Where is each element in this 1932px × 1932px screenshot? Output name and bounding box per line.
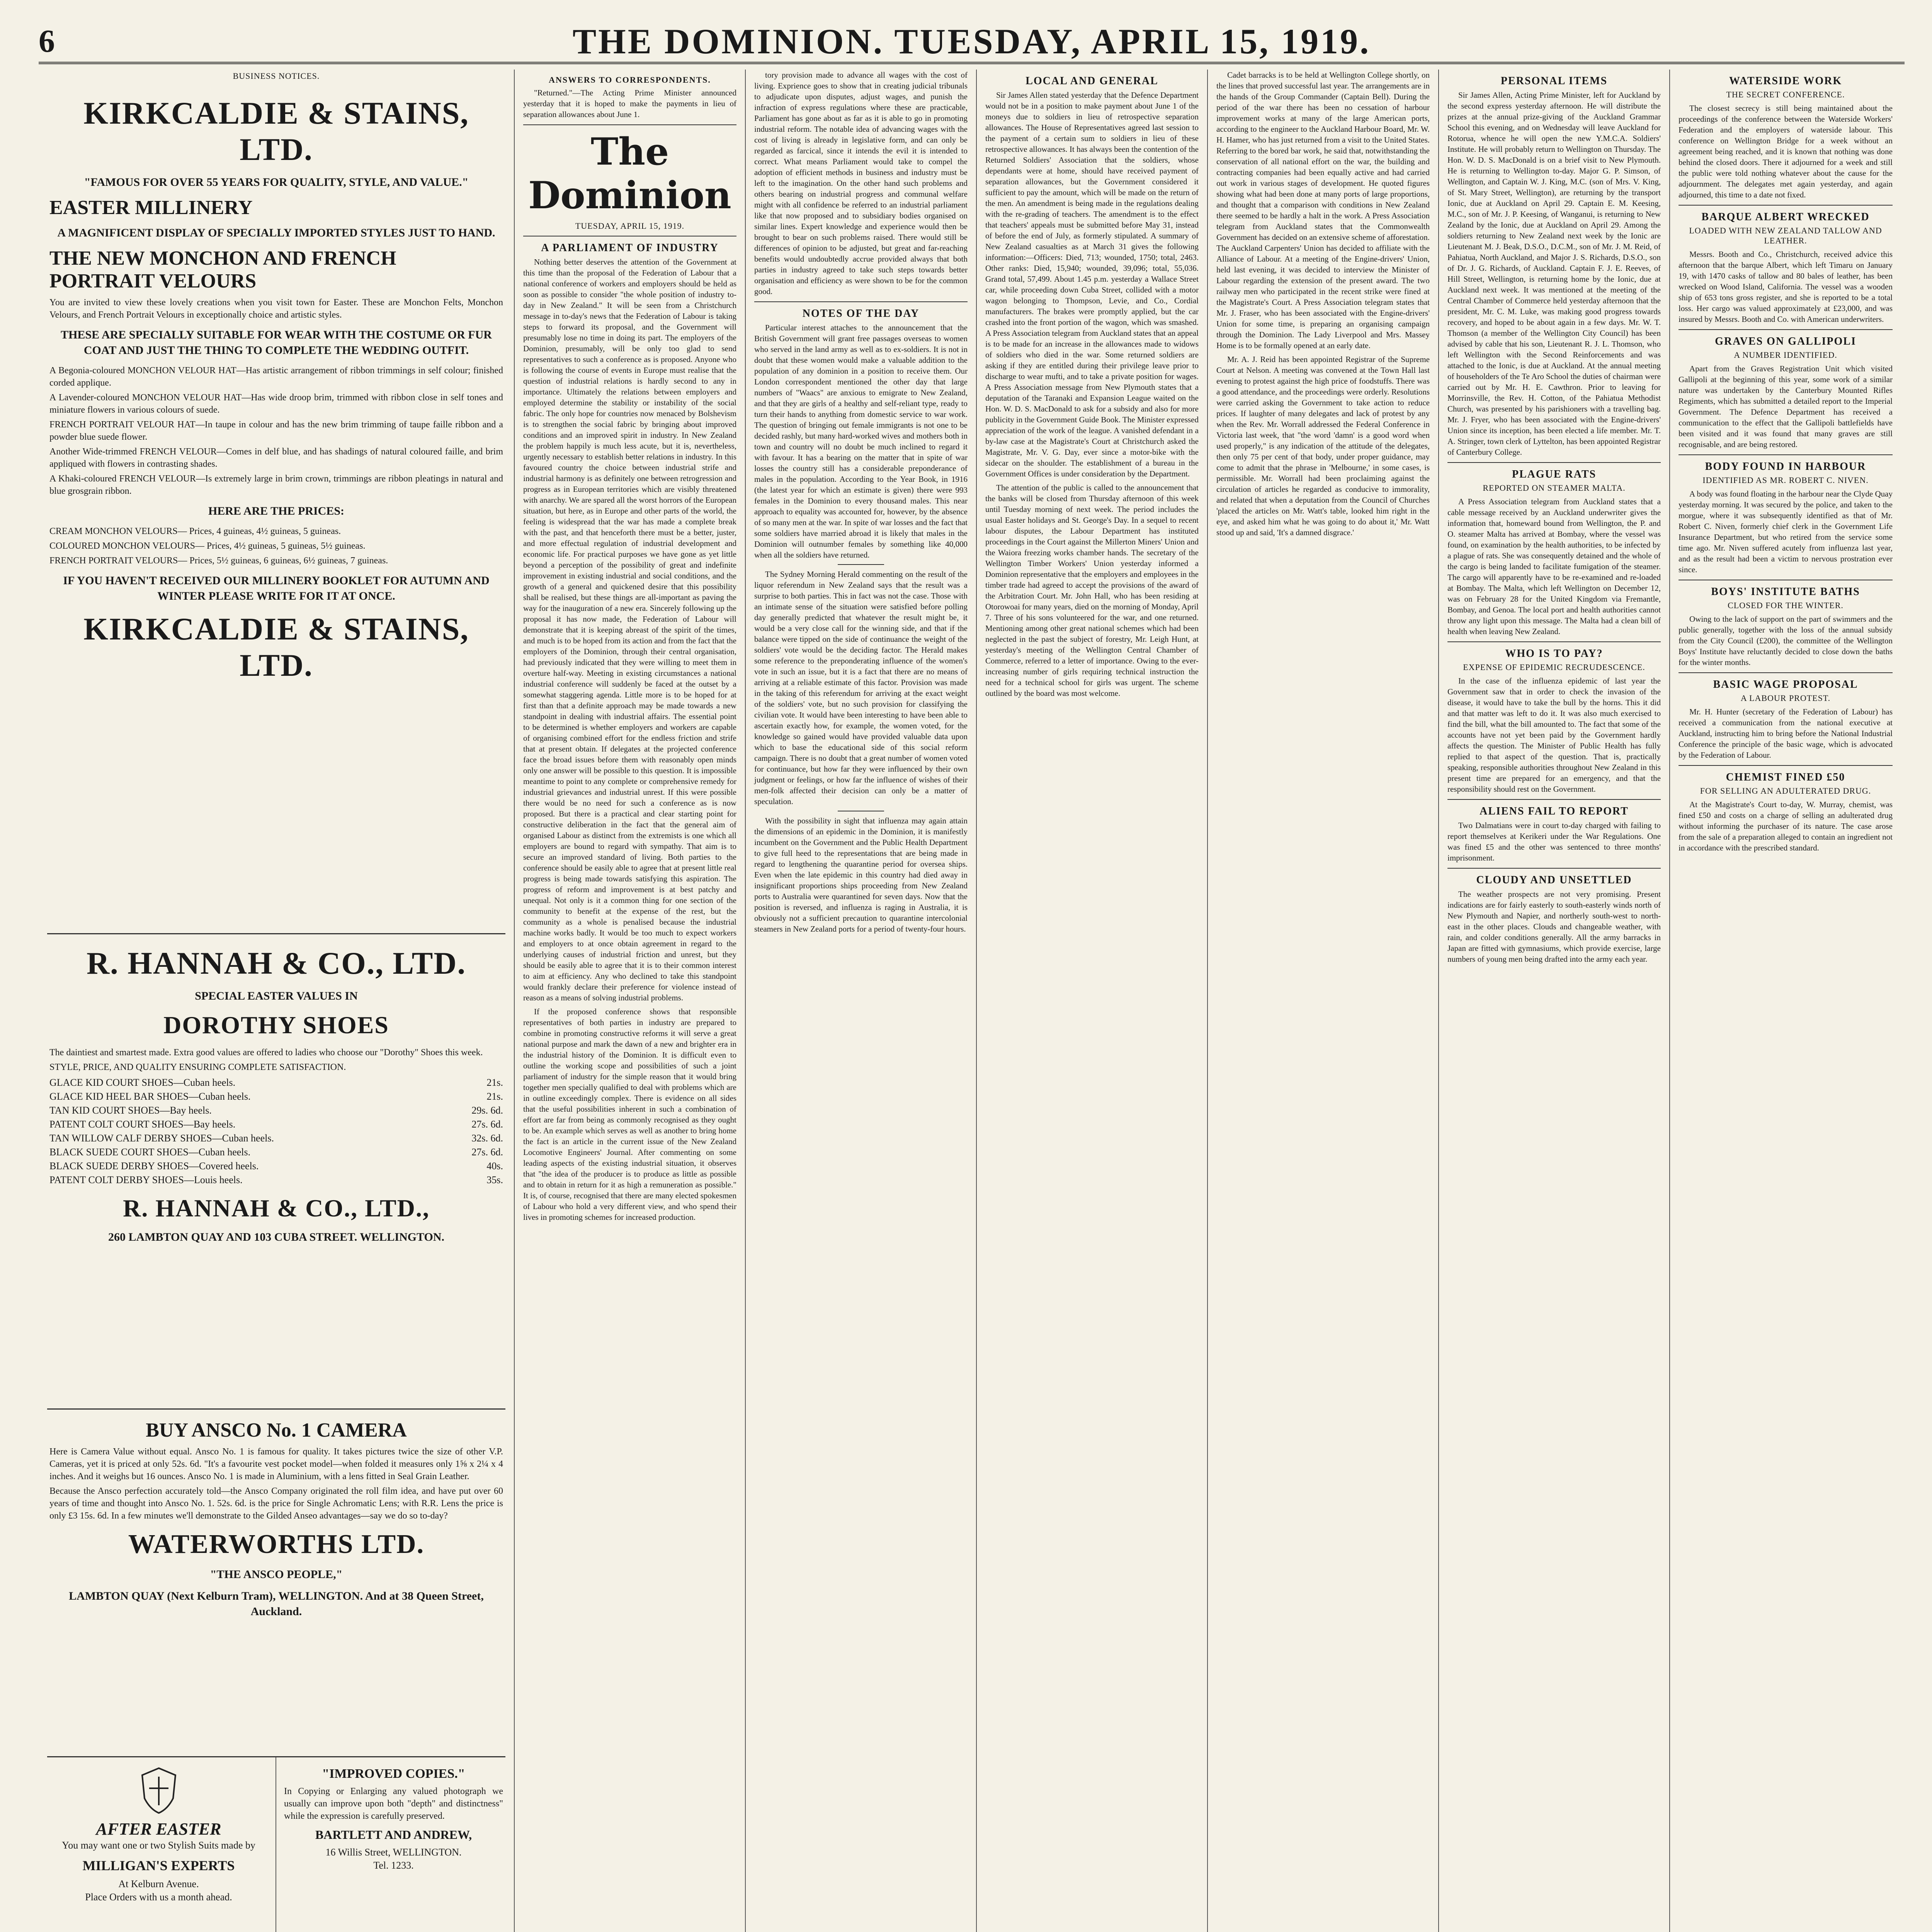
personal-column bbox=[1439, 70, 1670, 1932]
hat-item: A Khaki-coloured FRENCH VELOUR—Is extremely large in brim crown, trimmings are ribbon pleatings in natural and blue grosgrain ribbon. bbox=[49, 474, 503, 496]
hat-item: A Lavender-coloured MONCHON VELOUR HAT—Has wide droop brim, trimmed with ribbon close in self tones and miniature flowers in various colours of suede. bbox=[49, 393, 503, 415]
basic-wage-text: Mr. H. Hunter (secretary of the Federation of Labour) has received a communication from the national executive at Auckland, instructing him to bring before the National Industrial Conference the principle of the basic wage, which is advocated by the Federation of Labour. bbox=[1679, 707, 1893, 760]
aliens-text: Two Dalmatians were in court to-day charged with failing to report themselves at Kerikeri under the War Regulations. One was fined £5 and the other was sentenced to three months' imprisonment. bbox=[1447, 821, 1661, 862]
after-easter-heading: AFTER EASTER bbox=[96, 1820, 221, 1838]
editorial-heading: A PARLIAMENT OF INDUSTRY bbox=[541, 242, 719, 254]
local-general-text: Sir James Allen stated yesterday that the Defence Department would not be in a position to make payment about June 1 of the moneys due to soldiers in lieu of retrospective separation allowances. The House of Representatives agreed last session to the payment of a certain sum to soldiers in lieu of these retrospective allowances. It has always been the contention of the Returned Soldiers' Association that the soldiers, whose dependants were at home, should have received payment of separation allowances, but the Government considered it sufficient to pay the amount, which will be made on the return of the men. An amendment is being made in the regulations dealing with the re-grading of teachers. The amendment is to the effect that teachers' appeals must be submitted before May 31, instead of before the end of July, as formerly stipulated. A summary of New Zealand casualties as at March 31 gives the following information:—Officers: Died, 713; wounded, 1750; total, 2463. Other ranks: Died, 15,940; wounded, 39,096; total, 55,036. Grand total, 57,499. About 1.45 p.m. yesterday a Wallace Street car, while proceeding down Cuba Street, collided with a motor wagon belonging to Thompson, Levie, and Co., Cordial manufacturers. The brakes were promptly applied, but the car crashed into the front portion of the wagon, which was smashed. A Press Association telegram from Auckland states that an appeal is to be made for an increase in the allowances made to widows of soldiers who died in the war. Some returned soldiers are asking if they are entitled during their privilege leave prior to discharge to wear mufti, and to take a private position for wages. A Press Association message from New Plymouth states that a deputation of the Taranaki and Expansion League waited on the Hon. W. D. S. MacDonald to ask for a subsidy and also for more publicity in the Government Guide Book. The Minister expressed appreciation of the work of the league. A vanished defendant in a by-law case at the Magistrate's Court at Christchurch asked the Magistrate, Mr. V. G. Day, ever since a motor-bike with the sidecar on the shoulder. The establishment of a bureau in the Government Offices is under consideration by the Department. bbox=[985, 90, 1199, 478]
ansco-text: Because the Ansco perfection accurately told—the Ansco Company originated the roll film idea, and have put over 60 years of time and thought into Ansco No. 1. 52s. 6d. is the price for Single Achromatic Lens; with R.R. Lens the price is only £3 15s. 6d. In a few minutes we'll demonstrate to the Gilded Anseo advantages—say we do so to-day? bbox=[49, 1486, 503, 1521]
divider bbox=[523, 124, 736, 125]
hat-item: A Begonia-coloured MONCHON VELOUR HAT—Has artistic arrangement of ribbon trimmings in self colour; finished corded applique. bbox=[49, 366, 503, 388]
divider bbox=[1679, 329, 1893, 330]
millinery-intro: A MAGNIFICENT DISPLAY OF SPECIALLY IMPORTED STYLES JUST TO HAND. bbox=[57, 226, 495, 239]
body-found-sub: IDENTIFIED AS MR. ROBERT C. NIVEN. bbox=[1702, 475, 1869, 485]
who-pays-text: In the case of the influenza epidemic of last year the Government saw that in order to check the invasion of the disease, it would have to take the bull by the horns. This it did and that matter was left to do it. It was also much exercised to find the bill, what the bill amounted to. The fact that some of the accounts have not yet been paid by the Government hardly affects the question. The Minister of Public Health has fully replied to that aspect of the question. That is, practically speaking, responsible authorities throughout New Zealand in this present time are prepared for an emergency, and that the responsibility should rest on the Government. bbox=[1447, 676, 1661, 794]
prices-label: HERE ARE THE PRICES: bbox=[208, 505, 345, 517]
bartlett-tel: Tel. 1233. bbox=[373, 1860, 414, 1871]
news-text: Mr. A. J. Reid has been appointed Registrar of the Supreme Court at Nelson. A meeting was convened at the Town Hall last evening to protest against the high price of foodstuffs. There was a good attendance, and the proceedings were orderly. Resolutions were carried asking the Government to take action to reduce prices. If laughter of many delegates and lack of protest by any when the Rev. Mr. Worrall addressed the Federal Conference in Victoria last week, that "the word 'damn' is a good word when used properly," is any indication of the attitude of the delegates, then only 75 per cent of that body, under proper guidance, may come to admit that the phrase in 'Melbourne,' in some cases, is permissible. Mr. Worrall had been proclaiming against the circulation of articles he regarded as conducive to immorality, and related that when a deputation from the Council of Churches 'placed the articles on Mr. Watt's table, looked him right in the eye, and asked him what he was going to do about it,' Mr. Watt stood up and said, 'It's a damned disgrace.' bbox=[1216, 355, 1430, 537]
waterworths-tagline: "THE ANSCO PEOPLE," bbox=[210, 1568, 343, 1581]
editorial-continued: tory provision made to advance all wages with the cost of living. Exprience goes to show that in creating judicial tribunals to adjudicate upon disputes, adjust wages, and punish the infraction of express regulations where these are practicable, Parliament has gone about as far as it is able to go in promoting industrial reform. The notable idea of advancing wages with the cost of living is already in legislative form, and can only be regarded as farcical, since it intends the evil it is intended to correct. What means Parliament would take to compel the adoption of efficient methods in business and industry must be left to the imagination. On the other hand such problems and others bearing on industrial progress and communal welfare might with all confidence be referred to an industrial parliament like that now proposed and to subsidiary bodies organised on similar lines. Expert knowledge and experience would then be brought to bear on such problems raised. There would still be differences of opinion to be adjusted, but great and far-reaching benefits would undoubtedly accrue provided always that both parties in industry agreed to take such steps towards better organisation and efficiency as were shown to be for the common good. bbox=[754, 70, 968, 296]
editorial-text: Nothing better deserves the attention of the Government at this time than the proposal of the Federation of Labour that a national conference of workers and employers should be held as soon as possible to consider "the whole position of industry to-day in New Zealand." It will be seen from a Christchurch message in to-day's news that the Federation of Labour is taking steps to forward its proposal, and the Government will presumably lose no time in doing its part. The employers of the Dominion, presumably, will be only too glad to send representatives to such a conference as is proposed. Anyone who is following the course of events in Europe must realise that the question of industrial relations is hardly second to any in importance. Ultimately the relations between employers and employed determine the stability or instability of the social fabric. The only hope for countries now menaced by Bolshevism is to strengthen the social fabric by bringing about improved conditions and an improved spirit in industry. In New Zealand the problem happily is much less acute, but it is, nevertheless, urgently necessary to establish better relations in industry. In this favoured country the choice between industrial strife and industrial harmony is as definitely one between retrogression and progress as in European territories which are visibly threatened with anarchy. We are spared all the worst horrors of the European situation, but here, as in Europe and other parts of the world, the feeling is widespread that the war has made a complete break with the past, and that henceforth there must be a better, juster, and more effectual regulation of industrial development and economic life. For practical purposes we have gone as yet little beyond a perception of the possibility of great and indefinite improvement in existing industrial and social conditions, and the growth of a general and quickened desire that this possibility shall be realised, but these things are all-important as paving the way for the inauguration of a new era. Sincerely following up the proposal it has now made, the Federation of Labour will demonstrate that it is keeping abreast of the spirit of the times, and much is to be hoped from its action and from the fact that the employers of the Dominion, through their central organisation, had previously indicated that they were willing to meet them in overture half-way. Meeting in existing circumstances a national industrial conference will suddenly be faced at the outset by a somewhat staggering agenda. Little more is to be hoped for at first than that a definite approach may be made towards a new standpoint in dealing with industrial affairs. The essential point to be determined is whether employers and workers are capable of organising combined effort for the endless friction and strife that at present obtain. If delegates at the projected conference face the broad issues before them with reasonably open minds only one answer will be possible to this question. It is impossible meantime to point to any complete or comprehensive remedy for industrial grievances and industrial unrest. If this were possible there would be no need for such a conference as is now proposed. But there is a practical and clear starting point for constructive deliberation in the fact that the general aim of organised Labour as distinct from the extremists is one which all employers are bound to regard with sympathy. That aim is to secure an improved standard of living. Both parties to the conference should be easily able to agree that at present little real progress is being made towards satisfying this aspiration. The progress of reform and improvement is at best patchy and unequal. Not only is it a common thing for one section of the community to benefit at the expense of the rest, but the community as a whole is penalised because the industrial machine works badly. It would be too much to expect workers and employers to at once obtain agreement in regard to the underlying causes of industrial friction and unrest, but they should be easily able to agree that it is to their common interest to aim at efficiency. Any who declined to take this standpoint would frankly declare their preference for violence instead of reason as a means of solving industrial problems. bbox=[523, 257, 736, 1002]
news-text: Cadet barracks is to be held at Wellington College shortly, on the lines that proved successful last year. The arrangements are in the hands of the Group Commander (Captain Bell). During the period of the war there has been no cessation of harbour improvement works at many of the large American ports, according to the engineer to the Auckland Harbour Board, Mr. W. H. Hamer, who has just returned from a visit to the United States. Referring to the bored bar work, he said that, notwithstanding the conservation of all national effort on the war, the building and contracting companies had been equally active and had carried out work in various stages of development. He quoted figures showing what had been done at many ports of large proportions, and thought that a comparison with conditions in New Zealand there seemed to be hardly a halt in the work. A Press Association telegram from Auckland states that the Commonwealth Government has decided on an extensive scheme of afforestation. The Auckland Carpenters' Union has decided to affiliate with the Alliance of Labour. At a meeting of the Engine-drivers' Union, held last evening, it was decided to interview the Minister of Labour regarding the extension of the present award. The two railway men who participated in the recent strike were fined at the Magistrate's Court. A Press Association telegram states that Mr. J. Fraser, who has been associated with the Engine-drivers' Union for some time, is preparing an organising campaign through the Dominion. The Lady Liverpool and Mrs. Massey Home is to be formally opened at an early date. bbox=[1216, 70, 1430, 350]
answers-heading: ANSWERS TO CORRESPONDENTS. bbox=[549, 75, 711, 85]
shoe-item: GLACE KID HEEL BAR SHOES—Cuban heels. 21s. bbox=[49, 1091, 503, 1102]
notes-text: With the possibility in sight that influenza may again attain the dimensions of an epidemic in the Dominion, it is manifestly incumbent on the Government and the Public Health Department to give full heed to the representations that are being made in regard to lengthening the quarantine period for oversea ships. Even when the late epidemic in this country had died away in insignificant proportions ships proceeding from New Zealand ports to Australia were quarantined for seven days. Now that the position is reversed, and influenza is raging in Australia, it is obviously not a sufficient precaution to quarantine intercolonial steamers in New Zealand ports for a period of twenty-four hours. bbox=[754, 816, 968, 934]
divider bbox=[1447, 799, 1661, 800]
news-column bbox=[1208, 70, 1439, 1932]
plague-heading: PLAGUE RATS bbox=[1512, 468, 1597, 480]
hannah-address: 260 LAMBTON QUAY AND 103 CUBA STREET. WELLINGTON. bbox=[108, 1231, 444, 1243]
local-general-heading: LOCAL AND GENERAL bbox=[1026, 75, 1158, 87]
personal-text: Sir James Allen, Acting Prime Minister, left for Auckland by the second express yesterday afternoon. He will distribute the prizes at the annual prize-giving of the Auckland Grammar School this evening, and on Wednesday will leave Auckland for Rotorua, whence he will open the new Y.M.C.A. Soldiers' Institute. He will probably return to Wellington on Thursday. The Hon. W. D. S. MacDonald is on a brief visit to New Plymouth. He is returning to Wellington to-day. Major G. P. Simson, of Wellington, and Captain W. J. King, M.C. (son of Mrs. V. King, of St. Mary Street, Wellington), are returning by the transport Ionic, due at Auckland on April 29. Captain E. M. Keesing, M.C., son of Mr. J. P. Keesing, of Wanganui, is returning to New Zealand by the Ionic, due at Auckland on April 29. Among the soldiers returning to New Zealand next week by the Ionic are Lieutenant M. J. Beak, D.S.O., D.C.M., son of Mr. J. M. Reid, of Pahiatua, North Auckland, and Major J. S. Richards, D.S.O., son of Dr. J. G. Richards, of Auckland. Captain F. J. E. Reeves, of Hill Street, Wellington, is returning home by the Ionic, due at Auckland next week. It was mentioned at the meeting of the Central Chamber of Commerce held yesterday afternoon that the president, Mr. C. M. Luke, was making good progress towards recovery, and hoped to be about again in a few days. Mr. W. T. Thomson (a member of the Wellington City Council) has been advised by cable that his son, Lieutenant R. J. L. Thomson, who left Wellington with the Second Reinforcements and was attached to the Ionic, is due at Auckland. At the annual meeting of householders of the Te Aro School the duties of chairman were carried out by Mr. H. E. Cawthron. Prior to leaving for Morrinsville, the Rev. H. Cotton, of the Pahiatua Methodist Church, was presented by his parishioners with a travelling bag. Mr. J. Fryer, who has been associated with the Engine-drivers' Union since its inception, has been elected a life member. Mr. T. A. Stringer, town clerk of Lyttelton, has been appointed Registrar of Canterbury College. bbox=[1447, 90, 1661, 457]
bartlett-name: BARTLETT AND ANDREW, bbox=[315, 1828, 472, 1842]
shoe-item: TAN KID COURT SHOES—Bay heels. 29s. 6d. bbox=[49, 1105, 503, 1116]
small-adverts-left bbox=[47, 1757, 276, 1932]
editorial-dateline: TUESDAY, APRIL 15, 1919. bbox=[575, 221, 685, 231]
divider bbox=[1679, 454, 1893, 455]
booklet-notice: IF YOU HAVEN'T RECEIVED OUR MILLINERY BOOKLET FOR AUTUMN AND WINTER PLEASE WRITE FOR IT AT ONCE. bbox=[63, 574, 490, 602]
who-pays-heading: WHO IS TO PAY? bbox=[1505, 648, 1603, 660]
editorial-column bbox=[515, 70, 746, 1932]
kirkcaldie-advert bbox=[47, 84, 505, 934]
cloudy-heading: CLOUDY AND UNSETTLED bbox=[1476, 874, 1632, 886]
basic-wage-sub: A LABOUR PROTEST. bbox=[1740, 693, 1831, 703]
hat-item: Another Wide-trimmed FRENCH VELOUR—Comes in delf blue, and has shadings of natural coloured faille, and brim appliqued with flowers in contrasting shades. bbox=[49, 447, 503, 469]
body-found-heading: BODY FOUND IN HARBOUR bbox=[1705, 461, 1866, 473]
editorial-text: If the proposed conference shows that responsible representatives of both parties in industry are prepared to combine in promoting constructive reforms it will serve a great national purpose and mark the dawn of a new and brighter era in the industrial history of the Dominion. It is difficult even to outline the working scope and possibilities of such a joint parliament of industry for the simple reason that it would bring together men specially qualified to deal with problems which are in outline exceedingly complex. There is evidence on all sides that the useful possibilities inherent in such a combination of effort are far from being as commonly recognised as they ought to be. An example which serves as well as another to bring home the fact is an article in the current issue of the New Zealand Locomotive Engineers' Journal. After commenting on some leading aspects of the existing industrial situation, it observes that "the idea of the producer is to produce as little as possible and to obtain in return for it as high a remuneration as possible." It is, of course, recognised that there are many elected spokesmen of Labour who hold a very different view, and who spend their lives in promoting schemes for increased production. bbox=[523, 1007, 736, 1222]
shoe-item: BLACK SUEDE COURT SHOES—Cuban heels. 27s. 6d. bbox=[49, 1146, 503, 1158]
divider bbox=[1679, 672, 1893, 673]
barque-sub: LOADED WITH NEW ZEALAND TALLOW AND LEATHER. bbox=[1689, 226, 1882, 245]
columns bbox=[39, 70, 1905, 1932]
millinery-heading: EASTER MILLINERY bbox=[49, 197, 253, 219]
business-notices-label: BUSINESS NOTICES. bbox=[233, 71, 320, 81]
notes-heading: NOTES OF THE DAY bbox=[802, 308, 920, 320]
velours-heading: THE NEW MONCHON AND FRENCH PORTRAIT VELOURS bbox=[49, 247, 396, 292]
shoe-item: GLACE KID COURT SHOES—Cuban heels. 21s. bbox=[49, 1077, 503, 1088]
price-item: FRENCH PORTRAIT VELOURS— Prices, 5½ guineas, 6 guineas, 6½ guineas, 7 guineas. bbox=[49, 556, 388, 566]
divider bbox=[838, 564, 884, 565]
chemist-heading: CHEMIST FINED £50 bbox=[1726, 771, 1845, 783]
milligan-note: Place Orders with us a month ahead. bbox=[85, 1891, 232, 1903]
dominion-nameplate: The Dominion bbox=[528, 130, 731, 217]
ansco-text: Here is Camera Value without equal. Ansco No. 1 is famous for quality. It takes pictures twice the size of other V.P. Cameras, yet it is priced at only 52s. 6d. "It's a favourite vest pocket model—when folded it measures only 1⅝ x 2¼ x 4 inches. And it weighs but 16 ounces. Ansco No. 1 is made in Aluminium, with a lens fitted in Seal Grain Leather. bbox=[49, 1447, 503, 1481]
masthead bbox=[39, 19, 1905, 64]
dorothy-shoes-heading: DOROTHY SHOES bbox=[163, 1011, 389, 1039]
hat-item: FRENCH PORTRAIT VELOUR HAT—In taupe in colour and has the new brim trimming of taupe faille ribbon and a powder blue suede flower. bbox=[49, 420, 503, 442]
local-general-text: The attention of the public is called to the announcement that the banks will be closed from Thursday afternoon of this week until Tuesday morning of next week. The period includes the usual Easter holidays and St. George's Day. In a sequel to recent labour disputes, the Labour Department has instituted proceedings in the Court against the Millerton Miners' Union and the Waiora freezing works chamber hands. The secretary of the Wellington Timber Workers' Union yesterday informed a Dominion representative that the employers and employees in the timber trade had agreed to accept the provisions of the award of the Arbitration Court. Mr. John Hall, who has been residing at Otorowoai for many years, died on the morning of Monday, April 7. Three of his sons volunteered for the war, and one returned. Mentioning among other great national schemes which had been neglected in the past the subject of forestry, Mr. Leigh Hunt, at yesterday's meeting of the Wellington Central Chamber of Commerce, referred to a letter of importance. Owing to the ever-increasing number of girls requiring technical instruction the need for a technical school for girls was urgent. The scheme outlined by the board was most welcome. bbox=[985, 483, 1199, 698]
notes-text: Particular interest attaches to the announcement that the British Government will grant free passages overseas to women who served in the land army as well as to ex-soldiers. It is not in doubt that these women would make a valuable addition to the population of any dominion in a position to receive them. Our London correspondent mentioned the other day that large numbers of "Waacs" are anxious to emigrate to New Zealand, and that they are girls of a healthy and self-reliant type, ready to turn their hands to anything from domestic service to war work. The question of bringing out female immigrants is not one to be decided rashly, but many hard-worked wives and mothers both in town and country will no doubt be much inclined to regard it with favour. It has a bearing on the matter that in spite of war losses the country still has a considerable preponderance of males in the population. According to the Year Book, in 1916 (the latest year for which an estimate is given) there were 993 females in the Dominion to every thousand males. This near approach to equality was accounted for, however, by the absence of so many men at the war. In spite of war losses and the fact that some soldiers have married abroad it is likely that males in the Dominion will outnumber females by something like 40,000 when all the soldiers have returned. bbox=[754, 323, 968, 560]
divider bbox=[1679, 205, 1893, 206]
graves-text: Apart from the Graves Registration Unit which visited Gallipoli at the beginning of this year, some work of a similar nature was undertaken by the Canterbury Mounted Rifles Regiments, which has submitted a detailed report to the Imperial Government. The Defence Department has received a communication to the effect that the Gallipoli battlefields have been visited and it was found that many graves are still recognisable, and are being restored. bbox=[1679, 364, 1893, 449]
newspaper-header-title: THE DOMINION. TUESDAY, APRIL 15, 1919. bbox=[572, 22, 1371, 61]
waterside-heading: WATERSIDE WORK bbox=[1729, 75, 1842, 87]
ansco-heading: BUY ANSCO No. 1 CAMERA bbox=[146, 1419, 407, 1441]
divider bbox=[754, 301, 968, 302]
advertisement-column bbox=[39, 70, 515, 1932]
waterworths-name: WATERWORTHS LTD. bbox=[128, 1529, 425, 1559]
small-adverts-right bbox=[276, 1757, 505, 1932]
divider bbox=[1679, 765, 1893, 766]
divider bbox=[1447, 462, 1661, 463]
milligan-advert bbox=[47, 1757, 270, 1932]
waterside-column bbox=[1670, 70, 1901, 1932]
aliens-heading: ALIENS FAIL TO REPORT bbox=[1480, 805, 1629, 817]
bartlett-text: In Copying or Enlarging any valued photograph we usually can improve upon both "depth" and distinctness" while the expression is carefully preserved. bbox=[284, 1786, 503, 1821]
plague-sub: REPORTED ON STEAMER MALTA. bbox=[1483, 483, 1626, 493]
boys-institute-heading: BOYS' INSTITUTE BATHS bbox=[1711, 586, 1860, 598]
plague-text: A Press Association telegram from Auckland states that a cable message received by an Auckland underwriter gives the information that, homeward bound from Wellington, the P. and O. steamer Malta has arrived at Bombay, where the vessel was found, on examination by the health authorities, to be infected by a plague of rats. She was consequently detained and the whole of the cargo is being landed to facilitate fumigation of the steamer. The cargo will apparently have to be re-examined and re-loaded at Bombay. The Malta, which left Wellington on December 12, was on February 28 for the United Kingdom via Fremantle, Bombay, and Genoa. The local port and health authorities cannot throw any light upon this message. The Malta had a clean bill of health when leaving New Zealand. bbox=[1447, 497, 1661, 636]
divider bbox=[1447, 868, 1661, 869]
cloudy-text: The weather prospects are not very promising. Present indications are for fairly easterly to south-easterly winds north of New Plymouth and Napier, and northerly south-west to north-east in the other places. Clouds and changeable weather, with rain, and colder conditions generally. All the army barracks in Japan are fitted with gymnasiums, which provide exercise, large numbers of young men being drafted into the army each year. bbox=[1447, 889, 1661, 964]
milligan-text: You may want one or two Stylish Suits made by bbox=[62, 1840, 255, 1851]
kirkcaldie-name: KIRKCALDIE & STAINS, LTD. bbox=[83, 95, 469, 167]
local-general-column bbox=[977, 70, 1208, 1932]
shoe-item: PATENT COLT DERBY SHOES—Louis heels. 35s. bbox=[49, 1174, 503, 1185]
small-adverts bbox=[47, 1757, 505, 1932]
price-item: COLOURED MONCHON VELOURS— Prices, 4½ guineas, 5 guineas, 5½ guineas. bbox=[49, 541, 366, 551]
who-pays-sub: EXPENSE OF EPIDEMIC RECRUDESCENCE. bbox=[1463, 662, 1645, 672]
shoe-item: BLACK SUEDE DERBY SHOES—Covered heels. 40s. bbox=[49, 1160, 503, 1172]
hannah-name: R. HANNAH & CO., LTD. bbox=[86, 946, 466, 981]
hannah-quality: STYLE, PRICE, AND QUALITY ENSURING COMPLETE SATISFACTION. bbox=[49, 1062, 346, 1072]
improved-copies-heading: "IMPROVED COPIES." bbox=[322, 1767, 465, 1781]
personal-heading: PERSONAL ITEMS bbox=[1500, 75, 1608, 87]
shoe-item: PATENT COLT COURT SHOES—Bay heels. 27s. 6d. bbox=[49, 1119, 503, 1130]
answers-text: "Returned."—The Acting Prime Minister announced yesterday that it is hoped to make the payments in lieu of separation allowances about June 1. bbox=[523, 88, 736, 119]
shoe-item: TAN WILLOW CALF DERBY SHOES—Cuban heels. 32s. 6d. bbox=[49, 1133, 503, 1144]
graves-heading: GRAVES ON GALLIPOLI bbox=[1715, 335, 1856, 347]
barque-heading: BARQUE ALBERT WRECKED bbox=[1701, 211, 1870, 223]
hannah-intro: The daintiest and smartest made. Extra good values are offered to ladies who choose our "Dorothy" Shoes this week. bbox=[49, 1048, 483, 1058]
milligan-name: MILLIGAN'S EXPERTS bbox=[82, 1858, 235, 1873]
velours-caption: THESE ARE SPECIALLY SUITABLE FOR WEAR WITH THE COSTUME OR FUR COAT AND JUST THE THING TO COMPLETE THE WEDDING OUTFIT. bbox=[61, 328, 492, 357]
kirkcaldie-tagline: "FAMOUS FOR OVER 55 YEARS FOR QUALITY, STYLE, AND VALUE." bbox=[84, 176, 469, 189]
velours-text: You are invited to view these lovely creations when you visit town for Easter. These are Monchon Felts, Monchon Velours, and French Portrait Velours in exceptionally choice and artistic styles. bbox=[49, 298, 503, 320]
barque-text: Messrs. Booth and Co., Christchurch, received advice this afternoon that the barque Albert, which left Timaru on January 19, with 1470 casks of tallow and 80 bales of leather, has been wrecked on Wood Island, California. The vessel was a wooden ship of 653 tons gross register, and she is reported to be a total loss. Her cargo was valued approximately at £23,000, and was insured by Messrs. Booth and Co. with American underwriters. bbox=[1679, 250, 1893, 324]
price-item: CREAM MONCHON VELOURS— Prices, 4 guineas, 4½ guineas, 5 guineas. bbox=[49, 526, 341, 536]
chemist-text: At the Magistrate's Court to-day, W. Murray, chemist, was fined £50 and costs on a charge of selling an adulterated drug without informing the purchaser of its nature. The case arose from the sale of a preparation alleged to contain an ingredient not in accordance with the prescribed standard. bbox=[1679, 800, 1893, 852]
boys-institute-text: Owing to the lack of support on the part of swimmers and the public generally, together with the loss of the annual subsidy from the City Council (£200), the committee of the Wellington Boys' Institute have reluctantly decided to close down the baths for the winter months. bbox=[1679, 614, 1893, 667]
ansco-advert bbox=[47, 1410, 505, 1757]
waterside-sub: THE SECRET CONFERENCE. bbox=[1726, 90, 1845, 99]
divider bbox=[1447, 641, 1661, 642]
waterside-text: The closest secrecy is still being maintained about the proceedings of the conference between the Waterside Workers' Federation and the employers of waterside labour. This conference on Wellington Bridge for a week without an agreement being reached, and it is known that nothing was done behind the closed doors. There it adjourned for a week and still the public were told nothing whatever about the cause for the adjournment. The delegates met again yesterday, and again adjourned, this time to a date not fixed. bbox=[1679, 104, 1893, 199]
body-found-text: A body was found floating in the harbour near the Clyde Quay yesterday morning. It was secured by the police, and taken to the morgue, where it was subsequently identified as that of Mr. Robert C. Niven, formerly chief clerk in the Government Life Insurance Department, but who retired from the service some time ago. Mr. Niven suffered acutely from influenza last year, and as the result had been a victim to nervous prostration ever since. bbox=[1679, 489, 1893, 574]
hannah-footer: R. HANNAH & CO., LTD., bbox=[123, 1194, 430, 1222]
kirkcaldie-footer: KIRKCALDIE & STAINS, LTD. bbox=[83, 611, 469, 683]
hannah-sub: SPECIAL EASTER VALUES IN bbox=[195, 990, 358, 1002]
crest-icon bbox=[138, 1765, 180, 1815]
page-number: 6 bbox=[39, 23, 55, 59]
bartlett-advert bbox=[282, 1757, 505, 1932]
chemist-sub: FOR SELLING AN ADULTERATED DRUG. bbox=[1700, 786, 1871, 796]
waterworths-address: LAMBTON QUAY (Next Kelburn Tram), WELLINGTON. And at 38 Queen Street, Auckland. bbox=[69, 1590, 484, 1618]
graves-sub: A NUMBER IDENTIFIED. bbox=[1734, 350, 1837, 360]
basic-wage-heading: BASIC WAGE PROPOSAL bbox=[1713, 679, 1858, 690]
notes-text: The Sydney Morning Herald commenting on the result of the liquor referendum in New Zealand says that the result was a surprise to both parties. This in fact was not the case. Those with an intimate sense of the situation were satisfied before polling day generally predicted that whatever the result might be, it would be a very close call for the winning side, and that if the balance were tipped on the side of continuance the weight of the soldiers' vote would be the deciding factor. The Herald makes some reference to the preponderating influence of the women's vote in such an issue, but it is a fact that there are no means of arriving at a reliable estimate of this factor. Provision was made in the taking of this referendum for arriving at the exact weight of the soldiers' vote, but no such provision for classifying the civilian vote. It would have been interesting to have been able to ascertain exactly how, for example, the women voted, for the knowledge so gained would have provided valuable data upon which to base the educational side of this social reform campaign. There is no doubt that a great number of women voted for continuance, but how far they were influenced by their own judgment or feelings, or how far the influence of wishes of their men-folk affected their decision can only be a matter of speculation. bbox=[754, 570, 968, 806]
bartlett-address: 16 Willis Street, WELLINGTON. bbox=[325, 1847, 462, 1858]
hannah-advert bbox=[47, 934, 505, 1410]
milligan-address: At Kelburn Avenue. bbox=[118, 1878, 199, 1889]
notes-column bbox=[746, 70, 977, 1932]
boys-institute-sub: CLOSED FOR THE WINTER. bbox=[1728, 600, 1844, 610]
